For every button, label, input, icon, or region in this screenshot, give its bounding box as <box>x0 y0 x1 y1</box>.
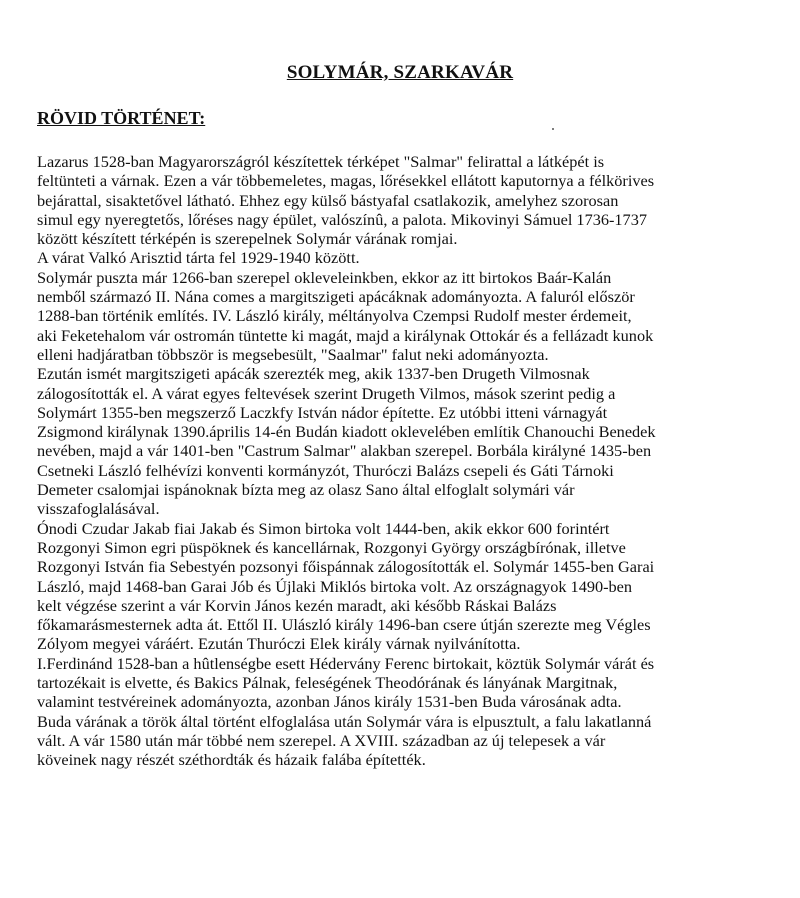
text-line: Solymár puszta már 1266-ban szerepel okleveleinkben, ekkor az itt birtokos Baár-Kalán <box>37 267 612 287</box>
text-line: között készített térképén is szerepelnek Solymár várának romjai. <box>37 229 458 249</box>
text-line: Rozgonyi István fia Sebestyén pozsonyi főispánnak zálogosították el. Solymár 1455-ben Garai <box>37 557 655 577</box>
text-line: tartozékait is elvette, és Bakics Pálnak, feleségének Theodórának és lányának Margitnak, <box>37 673 618 693</box>
text-line: Solymárt 1355-ben megszerző Laczkfy István nádor építette. Ez utóbbi itteni várnagyát <box>37 402 608 422</box>
text-line: visszafoglalásával. <box>37 499 160 519</box>
text-line: nemből származó II. Nána comes a margitszigeti apácáknak adományozta. A faluról először <box>37 287 635 307</box>
text-line: Ezután ismét margitszigeti apácák szerezték meg, akik 1337-ben Drugeth Vilmosnak <box>37 364 590 384</box>
text-line: vált. A vár 1580 után már többé nem szerepel. A XVIII. században az új telepesek a vár <box>37 730 606 750</box>
text-line: zálogosították el. A várat egyes feltevések szerint Drugeth Vilmos, mások szerint pedig a <box>37 383 616 403</box>
text-line: elleni hadjáratban többször is megsebesült, "Saalmar" falut neki adományozta. <box>37 344 549 364</box>
text-line: László, majd 1468-ban Garai Jób és Újlaki Miklós birtoka volt. Az országnagyok 1490-ben <box>37 576 633 596</box>
text-line: Csetneki László felhévízi konventi kormányzót, Thuróczi Balázs csepeli és Gáti Tárnoki <box>37 460 614 480</box>
text-line: főkamarásmesternek adta át. Ettől II. Ulászló király 1496-ban csere útján szerezte meg Végles <box>37 615 651 635</box>
text-line: bejárattal, sisaktetővel látható. Ehhez egy külső bástyafal csatlakozik, amelyhez szorosan <box>37 190 619 210</box>
text-line: Ónodi Czudar Jakab fiai Jakab és Simon birtoka volt 1444-ben, akik ekkor 600 forintért <box>37 518 610 538</box>
text-line: I.Ferdinánd 1528-ban a hûtlenségbe esett Hédervány Ferenc birtokait, köztük Solymár várát és <box>37 653 655 673</box>
text-line: Lazarus 1528-ban Magyarországról készítettek térképet "Salmar" felirattal a látképét is <box>37 152 605 171</box>
text-line: Demeter csalomjai ispánoknak bízta meg az olasz Sano által elfoglalt solymári vár <box>37 480 575 500</box>
text-line: A várat Valkó Arisztid tárta fel 1929-1940 között. <box>37 248 360 268</box>
scan-speck <box>552 128 554 130</box>
text-line: Buda várának a török által történt elfoglalása után Solymár vára is elpusztult, a falu lakatlanná <box>37 711 652 731</box>
text-line: Zólyom megyei váráért. Ezután Thuróczi Elek király várnak nyilvánította. <box>37 634 521 654</box>
section-heading: RÖVID TÖRTÉNET: <box>37 108 206 128</box>
text-line: valamint testvéreinek adományozta, azonban János király 1531-ben Buda városának adta. <box>37 692 622 712</box>
text-line: nevében, majd a vár 1401-ben "Castrum Salmar" alakban szerepel. Borbála királyné 1435-ben <box>37 441 652 461</box>
text-line: 1288-ban történik említés. IV. László király, méltányolva Czempsi Rudolf mester érdemeit, <box>37 306 632 326</box>
text-line: Zsigmond királynak 1390.április 14-én Budán kiadott oklevelében említik Chanouchi Benedek <box>37 422 656 442</box>
body-text <box>37 152 777 770</box>
text-line: simul egy nyeregtetős, lőréses nagy épület, valószínû, a palota. Mikovinyi Sámuel 1736-1737 <box>37 209 647 229</box>
text-line: köveinek nagy részét széthordták és házaik falába építették. <box>37 750 426 770</box>
text-line: kelt végzése szerint a vár Korvin János kezén maradt, aki később Ráskai Balázs <box>37 595 557 615</box>
text-line: Rozgonyi Simon egri püspöknek és kancellárnak, Rozgonyi György országbírónak, illetve <box>37 537 626 557</box>
text-line: feltünteti a várnak. Ezen a vár többemeletes, magas, lőrésekkel ellátott kaputornya a félkörives <box>37 171 655 191</box>
page-title: SOLYMÁR, SZARKAVÁR <box>286 62 514 83</box>
text-line: aki Feketehalom vár ostromán tüntette ki magát, majd a királynak Ottokár és a fellázadt kunok <box>37 325 654 345</box>
